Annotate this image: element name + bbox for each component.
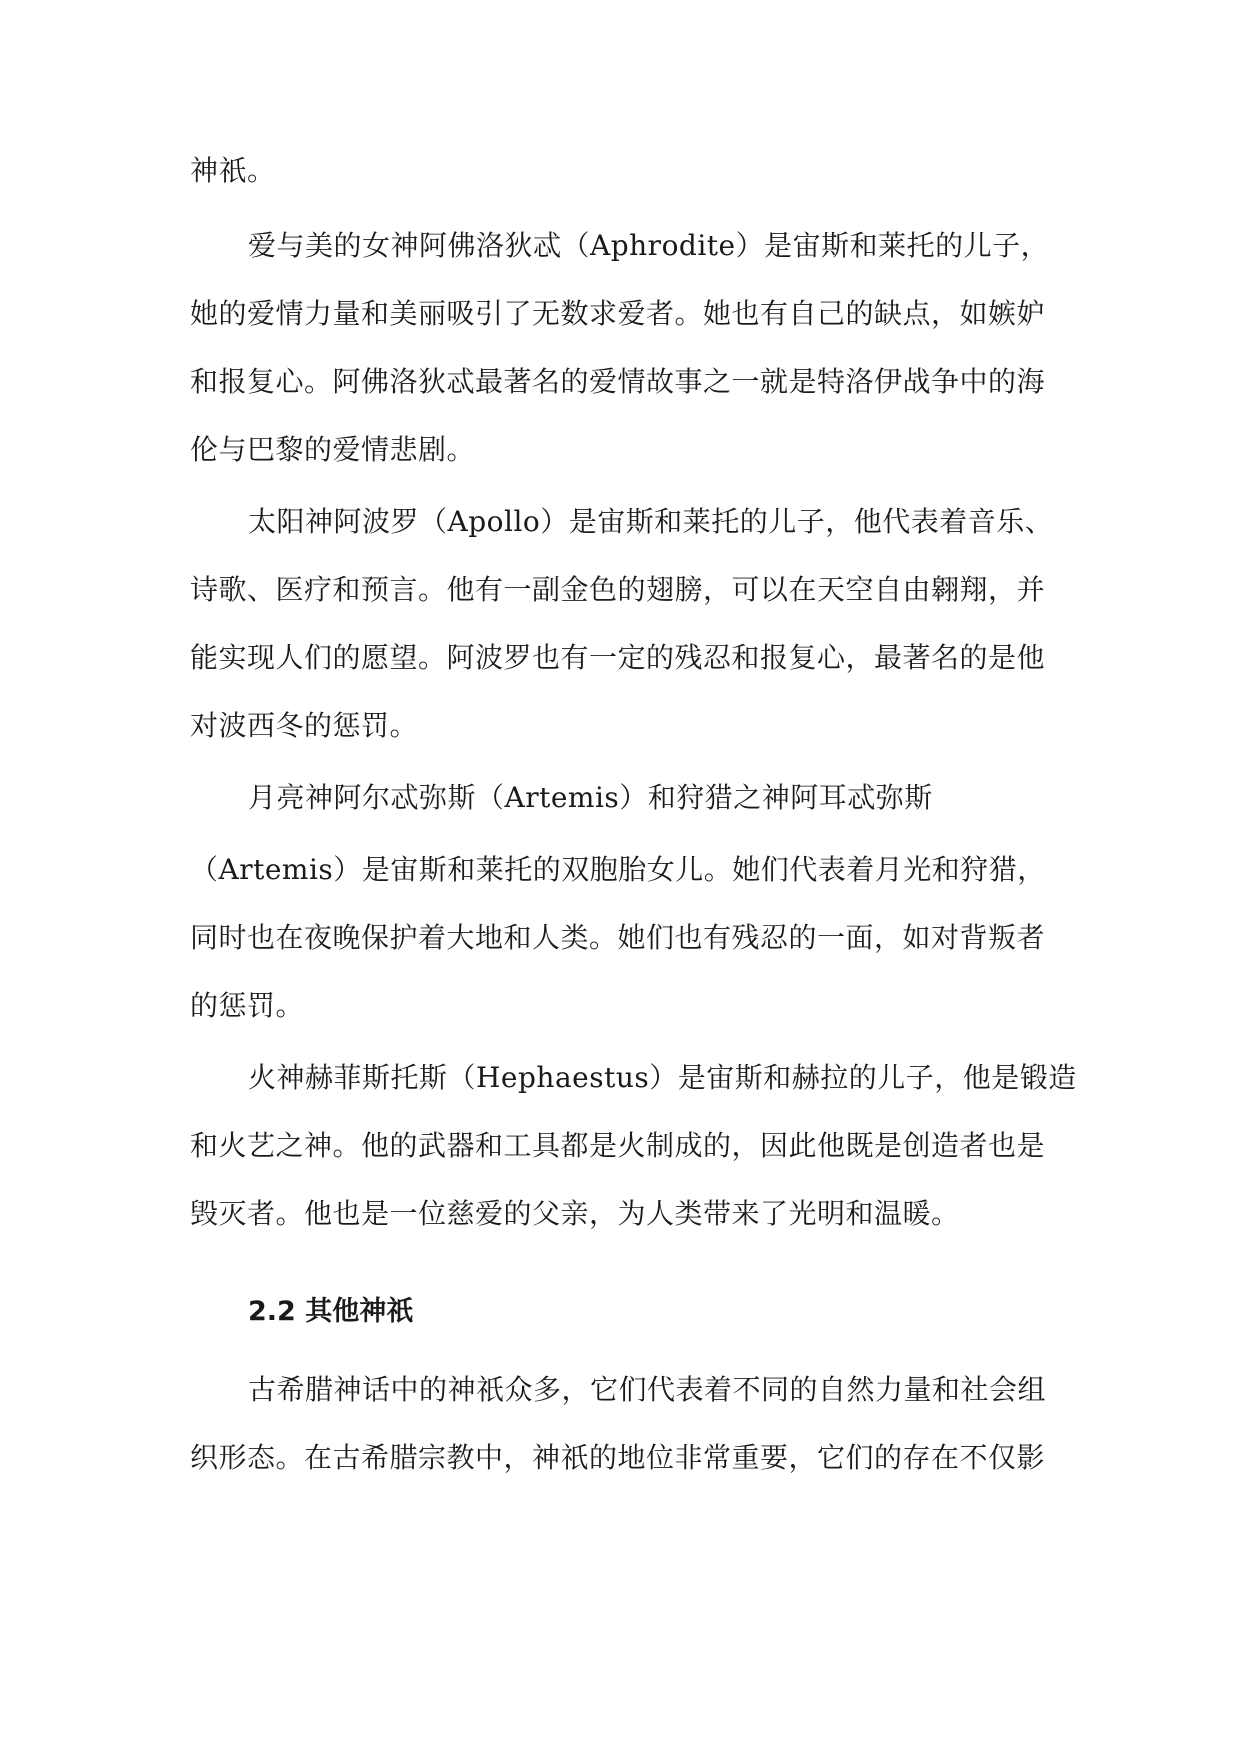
text-line: 诗歌、医疗和预言。他有一副金色的翅膀，可以在天空自由翱翔，并 [190, 573, 1046, 606]
text-line: 织形态。在古希腊宗教中，神祇的地位非常重要，它们的存在不仅影 [190, 1441, 1046, 1474]
text-line: 伦与巴黎的爱情悲剧。 [190, 433, 476, 466]
text-line: 的惩罚。 [190, 989, 305, 1022]
paragraph-aphrodite-line: 爱与美的女神阿佛洛狄忒（Aphrodite）是宙斯和莱托的儿子， [248, 229, 1050, 262]
section-heading: 2.2 其他神祇 [248, 1296, 414, 1327]
paragraph-artemis-line: 月亮神阿尔忒弥斯（Artemis）和狩猎之神阿耳忒弥斯 [248, 781, 933, 814]
paragraph-apollo-line: 太阳神阿波罗（Apollo）是宙斯和莱托的儿子，他代表着音乐、 [248, 505, 1054, 538]
text-line: 和报复心。阿佛洛狄忒最著名的爱情故事之一就是特洛伊战争中的海 [190, 365, 1046, 398]
paragraph-other-gods-line: 古希腊神话中的神祇众多，它们代表着不同的自然力量和社会组 [248, 1373, 1047, 1406]
text-line: 和火艺之神。他的武器和工具都是火制成的，因此他既是创造者也是 [190, 1129, 1046, 1162]
text-line: 毁灭者。他也是一位慈爱的父亲，为人类带来了光明和温暖。 [190, 1197, 960, 1230]
paragraph-hephaestus-line: 火神赫菲斯托斯（Hephaestus）是宙斯和赫拉的儿子，他是锻造 [248, 1061, 1077, 1094]
text-line: 对波西冬的惩罚。 [190, 709, 419, 742]
text-line: 神祇。 [190, 154, 276, 187]
text-line: 同时也在夜晚保护着大地和人类。她们也有残忍的一面，如对背叛者 [190, 921, 1046, 954]
text-line: （Artemis）是宙斯和莱托的双胞胎女儿。她们代表着月光和狩猎， [190, 853, 1046, 886]
text-line: 她的爱情力量和美丽吸引了无数求爱者。她也有自己的缺点，如嫉妒 [190, 297, 1046, 330]
text-line: 能实现人们的愿望。阿波罗也有一定的残忍和报复心，最著名的是他 [190, 641, 1046, 674]
